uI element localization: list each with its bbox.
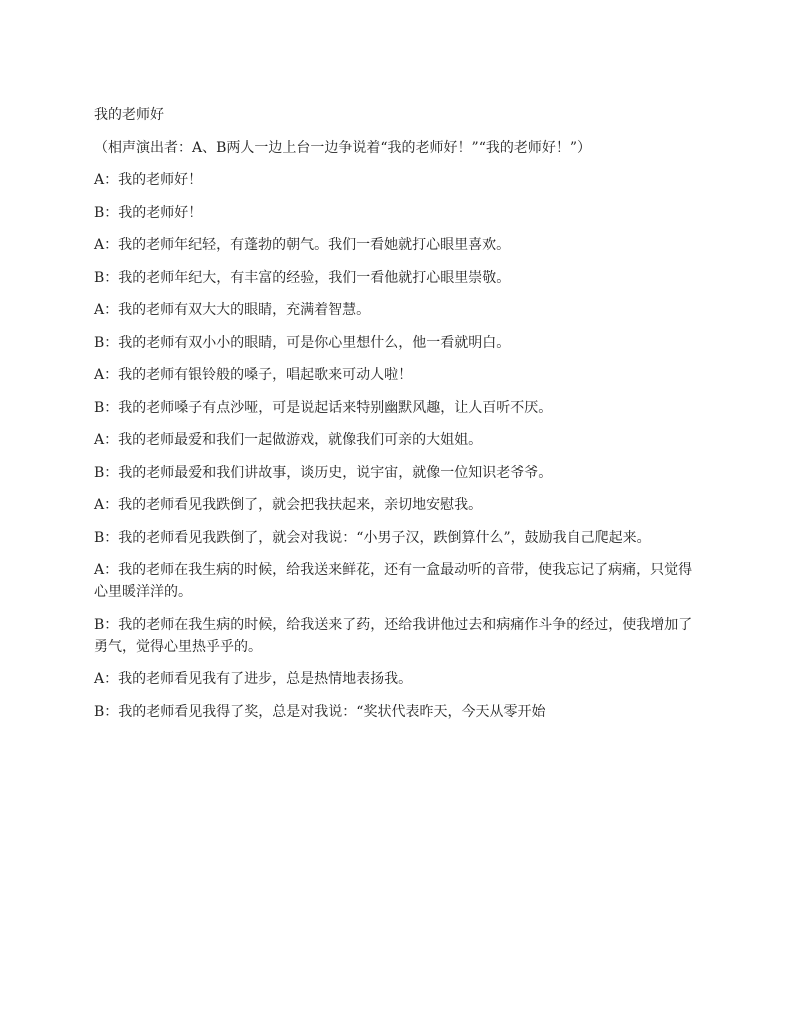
dialogue-line: B：我的老师看见我跌倒了，就会对我说：“小男子汉，跌倒算什么”，鼓励我自己爬起来。 [94,529,651,546]
intro-paragraph: （相声演出者：A、B两人一边上台一边争说着“我的老师好！”“我的老师好！”） [94,139,592,156]
document-body [94,104,704,733]
dialogue-line: A：我的老师有双大大的眼睛，充满着智慧。 [94,302,371,318]
document-title: 我的老师好 [94,107,164,123]
dialogue-line: B：我的老师好！ [94,204,203,221]
dialogue-line: A：我的老师在我生病的时候，给我送来鲜花，还有一盒最动听的音带，使我忘记了病痛，只觉得心里暖洋洋的。 [94,562,693,600]
dialogue-line: B：我的老师最爱和我们讲故事，谈历史，说宇宙，就像一位知识老爷爷。 [94,464,553,481]
dialogue-line: A：我的老师年纪轻，有蓬勃的朝气。我们一看她就打心眼里喜欢。 [94,237,511,253]
dialogue-line: B：我的老师看见我得了奖，总是对我说：“奖状代表昨天，今天从零开始 [94,703,546,720]
dialogue-line: B：我的老师有双小小的眼睛，可是你心里想什么，他一看就明白。 [94,334,511,351]
dialogue-line: A：我的老师好！ [94,172,203,188]
dialogue-line: A：我的老师最爱和我们一起做游戏，就像我们可亲的大姐姐。 [94,432,483,448]
dialogue-line: B：我的老师嗓子有点沙哑，可是说起话来特别幽默风趣，让人百听不厌。 [94,399,553,416]
dialogue-line: B：我的老师年纪大，有丰富的经验，我们一看他就打心眼里崇敬。 [94,269,511,286]
dialogue-line: A：我的老师有银铃般的嗓子，唱起歌来可动人啦！ [94,367,413,383]
dialogue-line: A：我的老师看见我有了进步，总是热情地表扬我。 [94,671,413,687]
dialogue-line: B：我的老师在我生病的时候，给我送来了药，还给我讲他过去和病痛作斗争的经过，使我增加了勇气，觉得心里热乎乎的。 [94,616,693,655]
dialogue-line: A：我的老师看见我跌倒了，就会把我扶起来，亲切地安慰我。 [94,497,483,513]
